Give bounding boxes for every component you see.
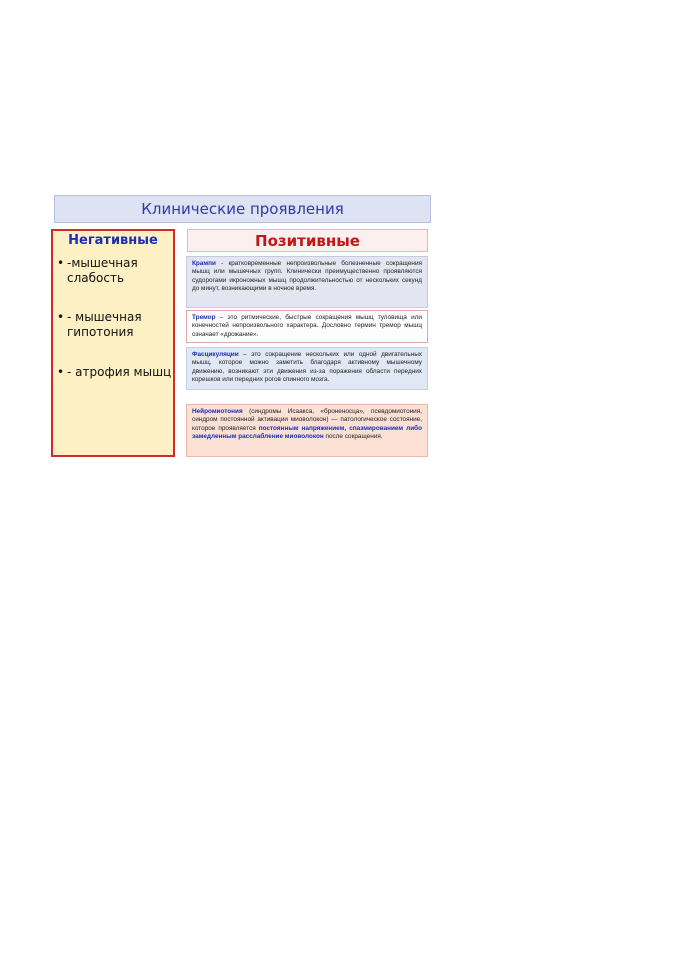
slide-title-text: Клинические проявления — [141, 200, 344, 218]
negative-item-label: -мышечная слабость — [67, 256, 138, 285]
negative-item — [57, 365, 173, 380]
negative-item — [57, 256, 173, 286]
negative-item-label: - атрофия мышц — [67, 365, 172, 379]
positive-title-text: Позитивные — [255, 231, 360, 250]
negative-title: Негативные — [68, 233, 158, 248]
bullet-icon: • — [57, 256, 65, 270]
term-tremor: Тремор — [192, 314, 216, 321]
card-krampi — [186, 256, 428, 308]
term-fasciculations: Фасцикуляции — [192, 351, 239, 358]
desc-neuromyotonia-2: после сокращения. — [323, 433, 383, 441]
card-neuromyotonia — [186, 404, 428, 457]
desc-neuromyotonia-1: (синдромы Исаакса, «броненосца», псевдомиотония, синдром постоянной активации миоволокон) — патологическое состояние, которое проявляется — [192, 408, 422, 432]
term-krampi: Крампи — [192, 260, 216, 267]
desc-krampi: - кратковременные непроизвольные болезненные сокращения мышц или мышечных групп. Клинически преимущественно проявляются судорогами икроножных мышц продолжительностью от нескольких секунд до минут, возникающими в ночное время. — [192, 260, 422, 293]
negative-panel — [51, 229, 175, 457]
card-tremor — [186, 310, 428, 343]
card-fasciculations — [186, 347, 428, 390]
term-neuromyotonia: Нейромиотония — [192, 408, 243, 415]
desc-fasciculations: – это сокращение нескольких или одной двигательных мышц, которое можно заметить благодаря активному мышечному движению, возникают эти движения из-за поражения области передних корешков или передних рогов спинного мозга. — [192, 351, 422, 384]
negative-item-label: - мышечная гипотония — [67, 310, 142, 339]
negative-item — [57, 310, 173, 340]
desc-tremor: – это ритмические, быстрые сокращения мышц туловища или конечностей непроизвольного характера. Дословно термин тремор мышц означает «дрожание». — [192, 314, 422, 338]
bullet-icon: • — [57, 365, 65, 379]
desc-neuromyotonia-highlight: постоянным напряжением, спазмированием либо замедленным расслабление миоволокон — [192, 424, 422, 441]
slide-title — [54, 195, 431, 223]
bullet-icon: • — [57, 310, 65, 324]
positive-title — [187, 229, 428, 252]
